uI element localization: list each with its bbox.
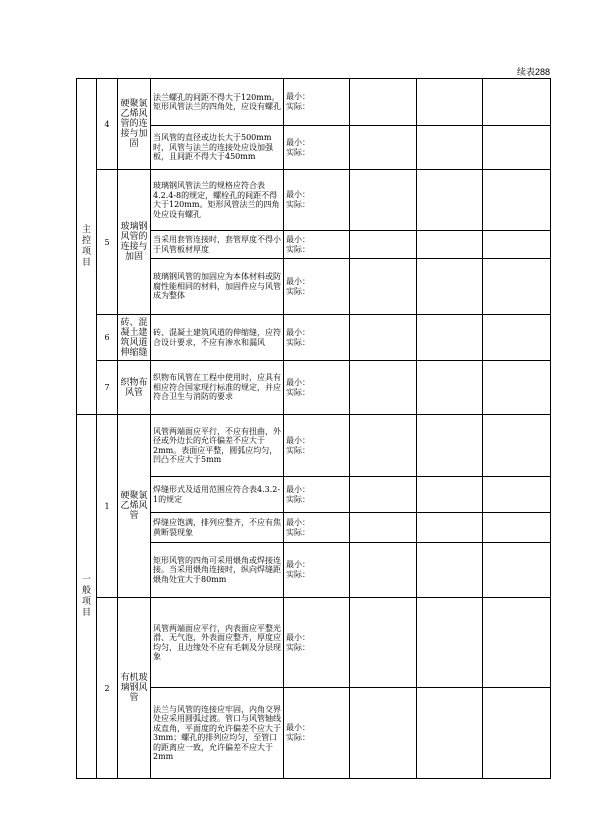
requirement-text-text: 当风管的直径或边长大于500mm时，风管与法兰的连接处应设加强板，且间距不得大于450mm	[153, 133, 273, 162]
blank-entry-cell[interactable]	[417, 543, 483, 598]
item-category	[118, 170, 151, 315]
actual-label: 实际：	[286, 102, 310, 111]
item-number	[97, 361, 118, 415]
item-category-text: 玻璃钢风管的连接与加固	[120, 222, 148, 262]
measurement-cell[interactable]	[284, 477, 350, 513]
blank-entry-cell[interactable]	[483, 598, 551, 688]
min-label: 最小：	[286, 377, 310, 387]
blank-entry-cell[interactable]	[417, 361, 483, 415]
item-number	[97, 315, 118, 361]
blank-entry-cell[interactable]	[350, 79, 417, 126]
blank-entry-cell[interactable]	[350, 126, 417, 170]
min-label: 最小：	[286, 632, 310, 642]
section-label	[77, 79, 97, 415]
min-label: 最小：	[286, 92, 310, 101]
blank-entry-cell[interactable]	[417, 259, 483, 315]
table-row	[77, 79, 551, 126]
min-label: 最小：	[286, 484, 310, 494]
actual-label: 实际：	[286, 570, 310, 579]
blank-entry-cell[interactable]	[417, 598, 483, 688]
inspection-table	[76, 78, 551, 779]
item-number-text: 4	[104, 119, 110, 129]
actual-label: 实际：	[286, 200, 310, 209]
actual-label: 实际：	[286, 494, 310, 504]
blank-entry-cell[interactable]	[350, 688, 417, 779]
item-category-text: 有机玻璃钢风管	[120, 673, 148, 703]
item-number-text: 6	[104, 333, 110, 342]
actual-label: 实际：	[286, 387, 310, 397]
measurement-cell[interactable]	[284, 513, 350, 543]
actual-label: 实际：	[286, 244, 310, 254]
min-label: 最小：	[286, 137, 310, 147]
blank-entry-cell[interactable]	[483, 477, 551, 513]
min-label: 最小：	[286, 560, 310, 569]
blank-entry-cell[interactable]	[483, 315, 551, 361]
blank-entry-cell[interactable]	[417, 477, 483, 513]
blank-entry-cell[interactable]	[483, 231, 551, 259]
min-label: 最小：	[286, 327, 310, 337]
item-category	[118, 415, 151, 598]
measurement-cell[interactable]	[284, 126, 350, 170]
blank-entry-cell[interactable]	[350, 259, 417, 315]
blank-entry-cell[interactable]	[483, 513, 551, 543]
measurement-cell[interactable]	[284, 543, 350, 598]
measurement-cell[interactable]	[284, 79, 350, 126]
blank-entry-cell[interactable]	[350, 231, 417, 259]
section-label-text: 一般项目	[81, 574, 91, 618]
measurement-cell[interactable]	[284, 170, 350, 231]
item-number-text: 2	[104, 683, 110, 693]
requirement-text	[151, 513, 284, 543]
item-category-text: 砖、混凝土建筑风道伸缩缝	[120, 317, 148, 358]
blank-entry-cell[interactable]	[350, 361, 417, 415]
blank-entry-cell[interactable]	[417, 688, 483, 779]
blank-entry-cell[interactable]	[483, 79, 551, 126]
requirement-text-text: 焊缝应饱满，排列应整齐，不应有焦黄断裂现象	[153, 518, 281, 537]
blank-entry-cell[interactable]	[483, 170, 551, 231]
item-category	[118, 79, 151, 170]
requirement-text-text: 焊缝形式及适用范围应符合表4.3.2-1的规定	[153, 485, 281, 504]
requirement-text-text: 法兰与风管的连接应牢固，内角交界处应采用圆弧过渡。管口与风管轴线成直角，平面度的允许偏差不应大于3mm；螺孔的排列应均匀，至管口的距离应一致，允许偏差不应大于2mm	[153, 704, 281, 761]
min-label: 最小：	[286, 723, 310, 732]
measurement-cell[interactable]	[284, 315, 350, 361]
requirement-text	[151, 477, 284, 513]
blank-entry-cell[interactable]	[350, 170, 417, 231]
requirement-text	[151, 79, 284, 126]
table-row	[77, 598, 551, 688]
blank-entry-cell[interactable]	[483, 415, 551, 477]
requirement-text	[151, 315, 284, 361]
measurement-cell[interactable]	[284, 361, 350, 415]
requirement-text-text: 砖、混凝土建筑风道的伸缩缝，应符合设计要求，不应有渗水和漏风	[153, 328, 281, 347]
section-label-text: 主控项目	[81, 224, 91, 268]
measurement-cell[interactable]	[284, 415, 350, 477]
item-number	[97, 415, 118, 598]
measurement-cell[interactable]	[284, 259, 350, 315]
requirement-text	[151, 543, 284, 598]
min-label: 最小：	[286, 190, 310, 199]
min-label: 最小：	[286, 435, 310, 445]
blank-entry-cell[interactable]	[350, 315, 417, 361]
requirement-text-text: 玻璃钢风管法兰的规格应符合表4.2.4-8的规定，螺栓孔的间距不得大于120mm。矩形风管法兰的四角处应设有螺孔	[153, 181, 280, 219]
blank-entry-cell[interactable]	[483, 361, 551, 415]
measurement-cell[interactable]	[284, 598, 350, 688]
blank-entry-cell[interactable]	[417, 415, 483, 477]
blank-entry-cell[interactable]	[417, 231, 483, 259]
item-number	[97, 170, 118, 315]
blank-entry-cell[interactable]	[350, 543, 417, 598]
actual-label: 实际：	[286, 733, 310, 742]
item-category	[118, 361, 151, 415]
requirement-text	[151, 688, 284, 779]
requirement-text-text: 玻璃钢风管的加固应为本体材料或防腐性能相同的材料，加固件应与风管成为整体	[153, 272, 281, 301]
measurement-cell[interactable]	[284, 688, 350, 779]
table-row	[77, 170, 551, 231]
requirement-text	[151, 126, 284, 170]
requirement-text-text: 风管两端面应平行，内表面应平整光滑、无气泡，外表面应整齐，厚度应均匀，且边缘处不应有毛刺及分层现象	[153, 623, 281, 661]
requirement-text-text: 织物布风管在工程中使用时，应具有相应符合国家现行标准的规定，并应符合卫生与消防的要求	[153, 373, 281, 402]
section-label	[77, 415, 97, 779]
blank-entry-cell[interactable]	[350, 415, 417, 477]
item-number	[97, 598, 118, 779]
actual-label: 实际：	[286, 147, 310, 157]
actual-label: 实际：	[286, 337, 310, 347]
item-category	[118, 598, 151, 779]
measurement-cell[interactable]	[284, 231, 350, 259]
blank-entry-cell[interactable]	[417, 315, 483, 361]
table-row	[77, 361, 551, 415]
requirement-text-text: 当采用套管连接时，套管厚度不得小于风管板材厚度	[153, 235, 281, 254]
item-category-text: 硬聚氯乙烯风管	[120, 491, 148, 521]
item-number	[97, 79, 118, 170]
requirement-text	[151, 259, 284, 315]
blank-entry-cell[interactable]	[417, 79, 483, 126]
item-number-text: 1	[104, 501, 110, 511]
actual-label: 实际：	[286, 286, 310, 296]
min-label: 最小：	[286, 234, 310, 244]
min-label: 最小：	[286, 517, 310, 527]
requirement-text-text: 法兰螺孔的间距不得大于120mm。矩形风管法兰的四角处，应设有螺孔	[153, 92, 281, 111]
requirement-text-text: 风管两端面应平行，不应有扭曲，外径或外边长的允许偏差不应大于2mm。表面应平整，圆弧应均匀，凹凸不应大于5mm	[153, 426, 281, 464]
page-number: 续表288	[516, 67, 550, 77]
blank-entry-cell[interactable]	[417, 126, 483, 170]
blank-entry-cell[interactable]	[350, 598, 417, 688]
table-row	[77, 315, 551, 361]
actual-label: 实际：	[286, 642, 310, 652]
requirement-text	[151, 361, 284, 415]
actual-label: 实际：	[286, 527, 310, 537]
item-category-text: 硬聚氯乙烯风管的连接与加固	[120, 99, 148, 149]
blank-entry-cell[interactable]	[483, 688, 551, 779]
blank-entry-cell[interactable]	[483, 126, 551, 170]
blank-entry-cell[interactable]	[483, 259, 551, 315]
blank-entry-cell[interactable]	[483, 543, 551, 598]
blank-entry-cell[interactable]	[350, 477, 417, 513]
requirement-text	[151, 415, 284, 477]
requirement-text-text: 矩形风管的四角可采用煨角或焊接连接。当采用煨角连接时，纵向焊缝距煨角处宜大于80mm	[153, 555, 281, 584]
actual-label: 实际：	[286, 445, 310, 455]
table-row	[77, 415, 551, 477]
item-number-text: 5	[104, 237, 110, 247]
item-number-text: 7	[104, 383, 110, 392]
item-category-text: 织物布风管	[120, 377, 148, 398]
blank-entry-cell[interactable]	[417, 513, 483, 543]
requirement-text	[151, 170, 284, 231]
min-label: 最小：	[286, 276, 310, 286]
item-category	[118, 315, 151, 361]
requirement-text	[151, 231, 284, 259]
requirement-text	[151, 598, 284, 688]
blank-entry-cell[interactable]	[417, 170, 483, 231]
blank-entry-cell[interactable]	[350, 513, 417, 543]
